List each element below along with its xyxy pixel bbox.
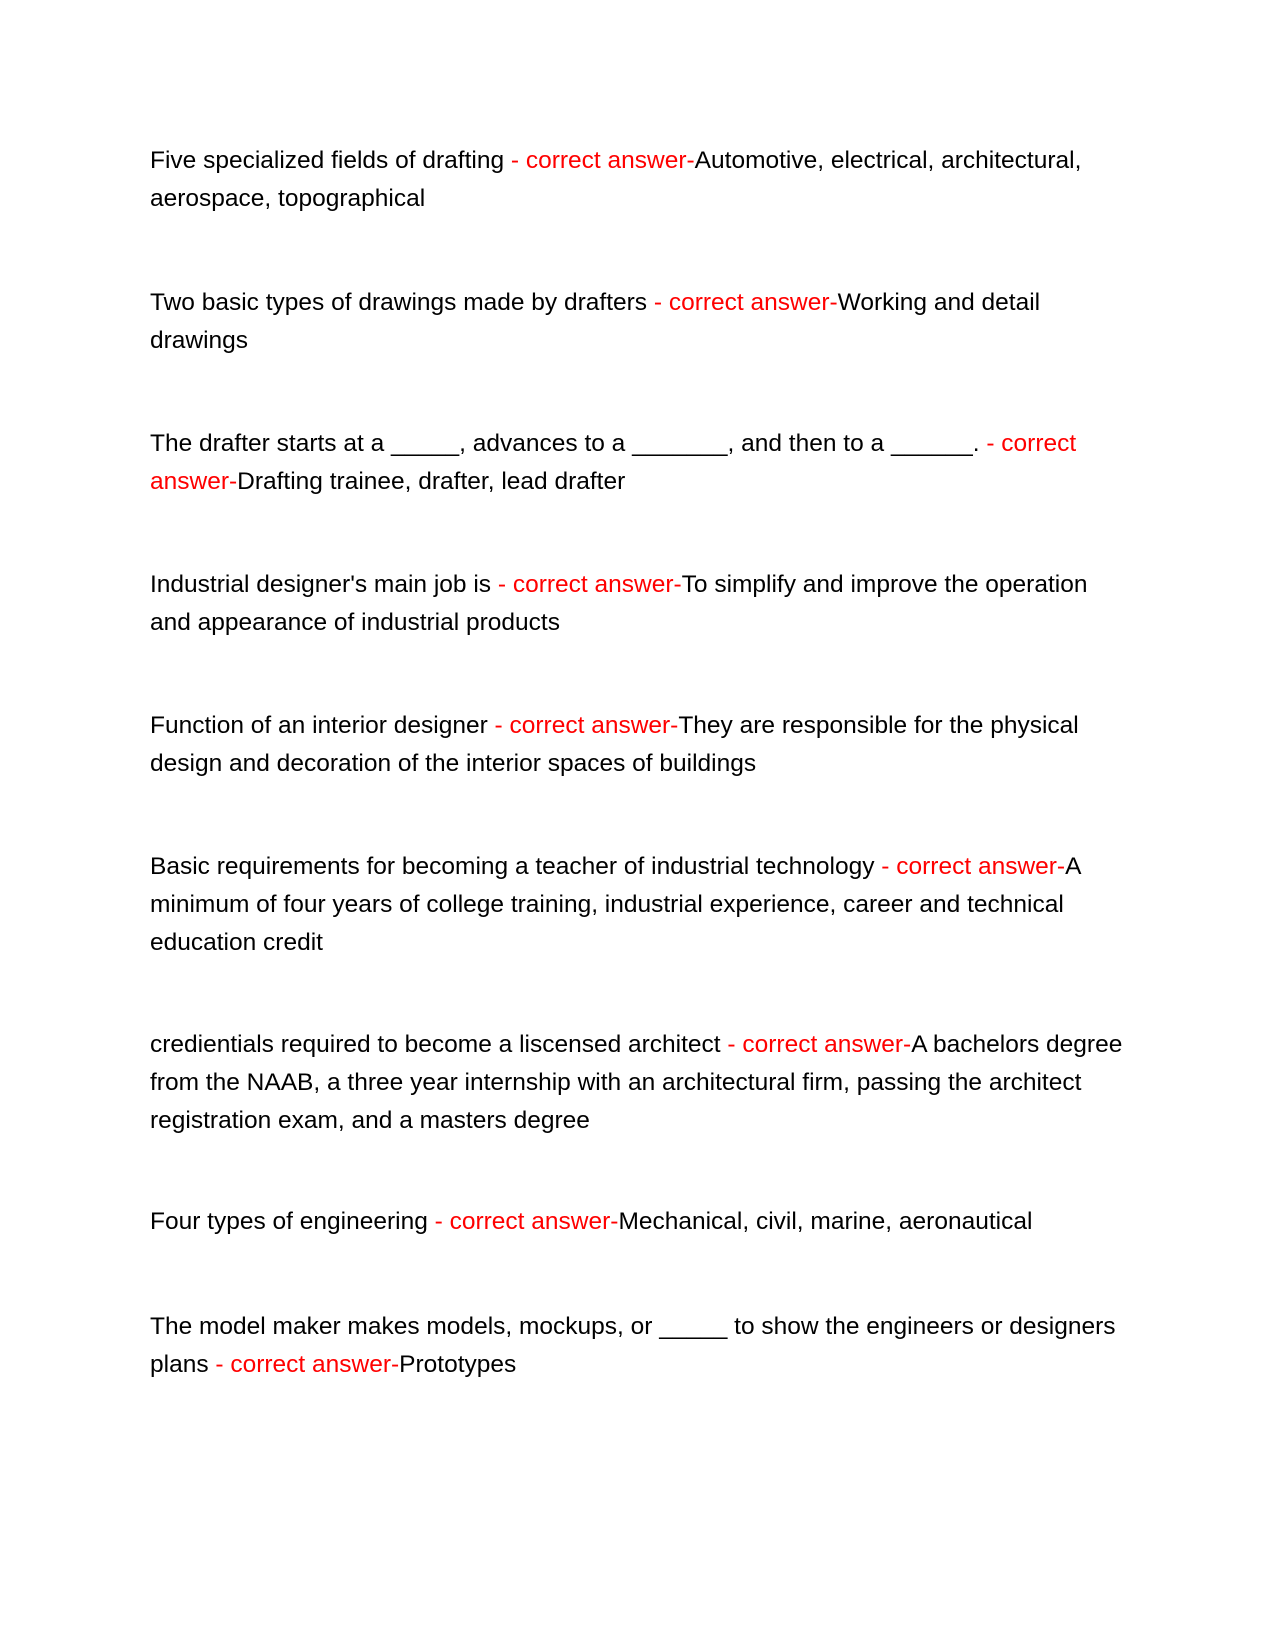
question-text: Five specialized fields of drafting	[150, 147, 505, 174]
question-text: Function of an interior designer	[150, 712, 488, 739]
question-text: Two basic types of drawings made by drafters	[150, 289, 648, 316]
question-text: Industrial designer's main job is	[150, 571, 492, 598]
qa-item	[150, 425, 1125, 501]
answer-separator: - correct answer-	[720, 1031, 912, 1058]
answer-separator: - correct answer-	[491, 571, 682, 598]
qa-item	[150, 707, 1125, 783]
answer-text: Mechanical, civil, marine, aeronautical	[618, 1208, 1033, 1235]
qa-item	[150, 1026, 1125, 1140]
question-text: Four types of engineering	[150, 1208, 428, 1235]
answer-text: A minimum of four years of college training, industrial experience, career and technical education credit	[150, 853, 1081, 956]
answer-text: Automotive, electrical, architectural, aerospace, topographical	[150, 147, 1082, 212]
question-text: The model maker makes models, mockups, or _____ to show the engineers or designers plans	[150, 1313, 1116, 1378]
answer-text: Working and detail drawings	[150, 289, 1041, 354]
question-text: credientials required to become a liscensed architect	[150, 1031, 721, 1058]
answer-text: Drafting trainee, drafter, lead drafter	[237, 468, 626, 495]
qa-item	[150, 848, 1125, 962]
answer-text: A bachelors degree from the NAAB, a three year internship with an architectural firm, passing the architect registration exam, and a masters degree	[150, 1031, 1123, 1134]
answer-text: They are responsible for the physical design and decoration of the interior spaces of buildings	[150, 712, 1079, 777]
qa-item	[150, 566, 1125, 642]
qa-item	[150, 142, 1125, 218]
answer-separator: - correct answer-	[504, 147, 695, 174]
answer-separator: - correct answer-	[427, 1208, 619, 1235]
answer-text: Prototypes	[399, 1351, 517, 1378]
qa-item	[150, 1308, 1125, 1384]
answer-text: To simplify and improve the operation and appearance of industrial products	[150, 571, 1088, 636]
answer-separator: - correct answer-	[874, 853, 1066, 880]
answer-separator: - correct answer-	[150, 430, 1077, 495]
question-text: The drafter starts at a _____, advances to a _______, and then to a ______.	[150, 430, 980, 457]
qa-item	[150, 1203, 1125, 1241]
question-text: Basic requirements for becoming a teacher of industrial technology	[150, 853, 875, 880]
qa-item	[150, 284, 1125, 360]
answer-separator: - correct answer-	[208, 1351, 400, 1378]
answer-separator: - correct answer-	[487, 712, 679, 739]
answer-separator: - correct answer-	[647, 289, 838, 316]
